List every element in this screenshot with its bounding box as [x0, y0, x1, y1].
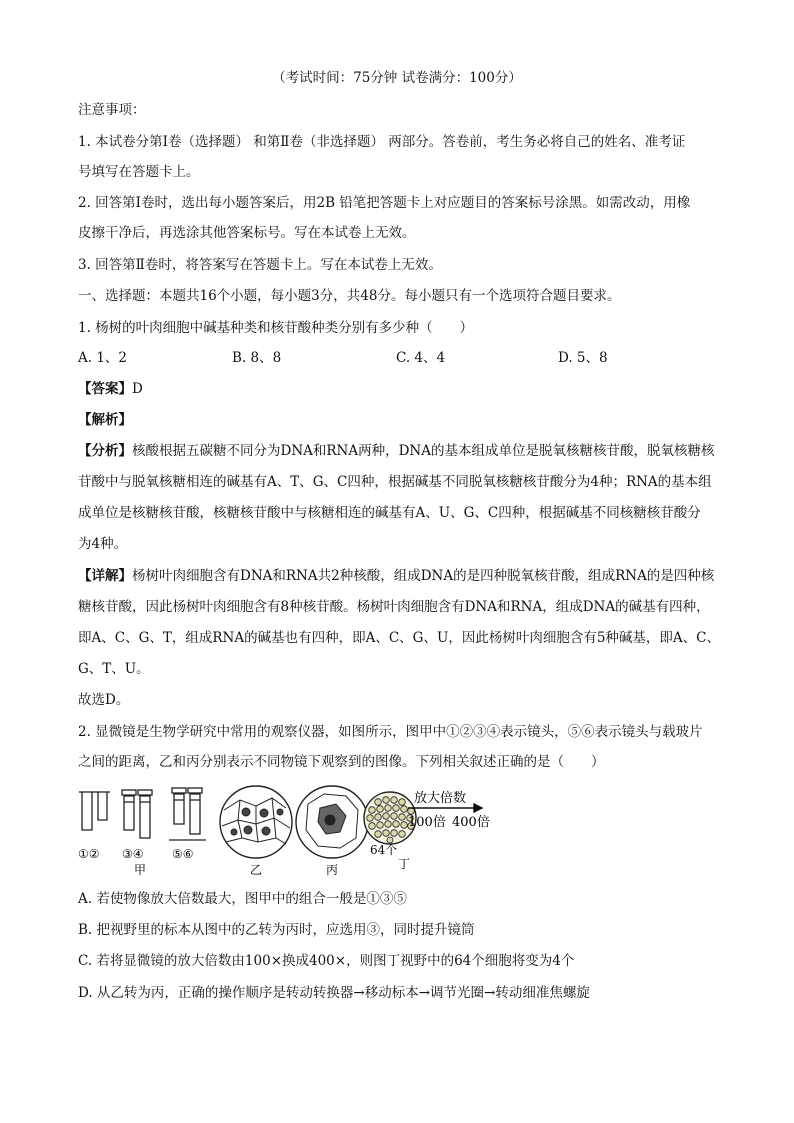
q2-option-a: A. 若使物像放大倍数最大，图甲中的组合一般是①③⑤ [78, 891, 407, 907]
xiangjie-line [78, 566, 714, 586]
q2-option-c: C. 若将显微镜的放大倍数由100×换成400×，则图丁视野中的64个细胞将变为4个 [78, 953, 575, 969]
xiangjie-text: 杨树叶肉细胞含有DNA和RNA共2种核酸，组成DNA的是四种脱氧核苷酸，组成RNA的是四种核 [132, 568, 715, 584]
magnification-title: 放大倍数 [414, 791, 467, 806]
analysis-label-text: 【解析】 [78, 412, 132, 428]
field-of-view-bing [296, 786, 368, 858]
note-line: 皮擦干净后，再选涂其他答案标号。写在本试卷上无效。 [78, 225, 416, 241]
label-count: 64个 [370, 843, 398, 857]
answer-label: 【答案】 [78, 381, 132, 397]
microscope-figure [74, 782, 514, 886]
label-bing: 丙 [326, 863, 339, 877]
lens-label-12: ①② [78, 847, 100, 861]
analysis-label [78, 410, 132, 430]
q1-conclusion: 故选D。 [78, 692, 130, 708]
q2-stem: 2. 显微镜是生物学研究中常用的观察仪器，如图所示，图甲中①②③④表示镜头，⑤⑥表示镜头与载玻片 [78, 724, 703, 740]
lens-label-34: ③④ [122, 847, 144, 861]
lens-label-56: ⑤⑥ [172, 847, 194, 861]
xiangjie-line: G、T、U。 [78, 661, 150, 677]
fenxi-line [78, 441, 715, 461]
lens-distance-icon [169, 788, 206, 840]
magnification-high: 400倍 [452, 815, 490, 830]
q1-option-a: A. 1、2 [78, 350, 128, 366]
q1-answer [78, 379, 143, 399]
label-yi: 乙 [250, 863, 263, 877]
field-of-view-yi [220, 786, 292, 858]
note-line: 2. 回答第Ⅰ卷时，选出每小题答案后，用2B 铅笔把答题卡上对应题目的答案标号涂黑。如需改动，用橡 [78, 195, 691, 211]
magnification-low: 100倍 [408, 815, 446, 830]
fenxi-text: 核酸根据五碳糖不同分为DNA和RNA两种，DNA的基本组成单位是脱氧核糖核苷酸，脱氧核糖核 [132, 443, 715, 459]
note-line: 1. 本试卷分第Ⅰ卷（选择题） 和第Ⅱ卷（非选择题） 两部分。答卷前，考生务必将自己的姓名、准考证 [78, 134, 686, 150]
fenxi-label: 【分析】 [78, 443, 132, 459]
q1-option-b: B. 8、8 [232, 350, 282, 366]
section-heading: 一、选择题：本题共16个小题，每小题3分，共48分。每小题只有一个选项符合题目要求。 [78, 288, 621, 304]
exam-header: （考试时间：75分钟 试卷满分：100分） [272, 70, 522, 86]
eyepiece-lens-icon [79, 792, 110, 830]
fenxi-line: 成单位是核糖核苷酸，核糖核苷酸中与核糖相连的碱基有A、U、G、C四种，根据碱基不同核糖核苷酸分 [78, 505, 701, 521]
q1-option-d: D. 5、8 [558, 350, 608, 366]
fenxi-line: 苷酸中与脱氧核糖相连的碱基有A、T、G、C四种，根据碱基不同脱氧核糖核苷酸分为4种；RNA的基本组 [78, 474, 712, 490]
q2-option-b: B. 把视野里的标本从图中的乙转为丙时，应选用③，同时提升镜筒 [78, 922, 475, 938]
xiangjie-line: 糖核苷酸，因此杨树叶肉细胞含有8种核苷酸。杨树叶肉细胞含有DNA和RNA，组成DNA的碱基有四种， [78, 599, 710, 615]
fenxi-line: 为4种。 [78, 536, 128, 552]
objective-lens-icon [122, 790, 152, 838]
note-line: 号填写在答题卡上。 [78, 164, 200, 180]
answer-value: D [132, 381, 143, 397]
q1-option-c: C. 4、4 [396, 350, 446, 366]
microscope-figure-svg [74, 782, 514, 882]
q2-option-d: D. 从乙转为丙，正确的操作顺序是转动转换器→移动标本→调节光圈→转动细准焦螺旋 [78, 985, 590, 1001]
label-jia: 甲 [134, 863, 147, 877]
q1-stem: 1. 杨树的叶肉细胞中碱基种类和核苷酸种类分别有多少种（ ） [78, 320, 474, 336]
notes-title: 注意事项： [78, 102, 146, 118]
xiangjie-line: 即A、C、G、T，组成RNA的碱基也有四种，即A、C、G、U，因此杨树叶肉细胞含有5种碱基，即A、C、 [78, 630, 721, 646]
xiangjie-label: 【详解】 [78, 568, 132, 584]
label-ding: 丁 [398, 857, 411, 871]
q2-stem: 之间的距离，乙和丙分别表示不同物镜下观察到的图像。下列相关叙述正确的是（ ） [78, 754, 605, 770]
note-line: 3. 回答第Ⅱ卷时，将答案写在答题卡上。写在本试卷上无效。 [78, 257, 442, 273]
